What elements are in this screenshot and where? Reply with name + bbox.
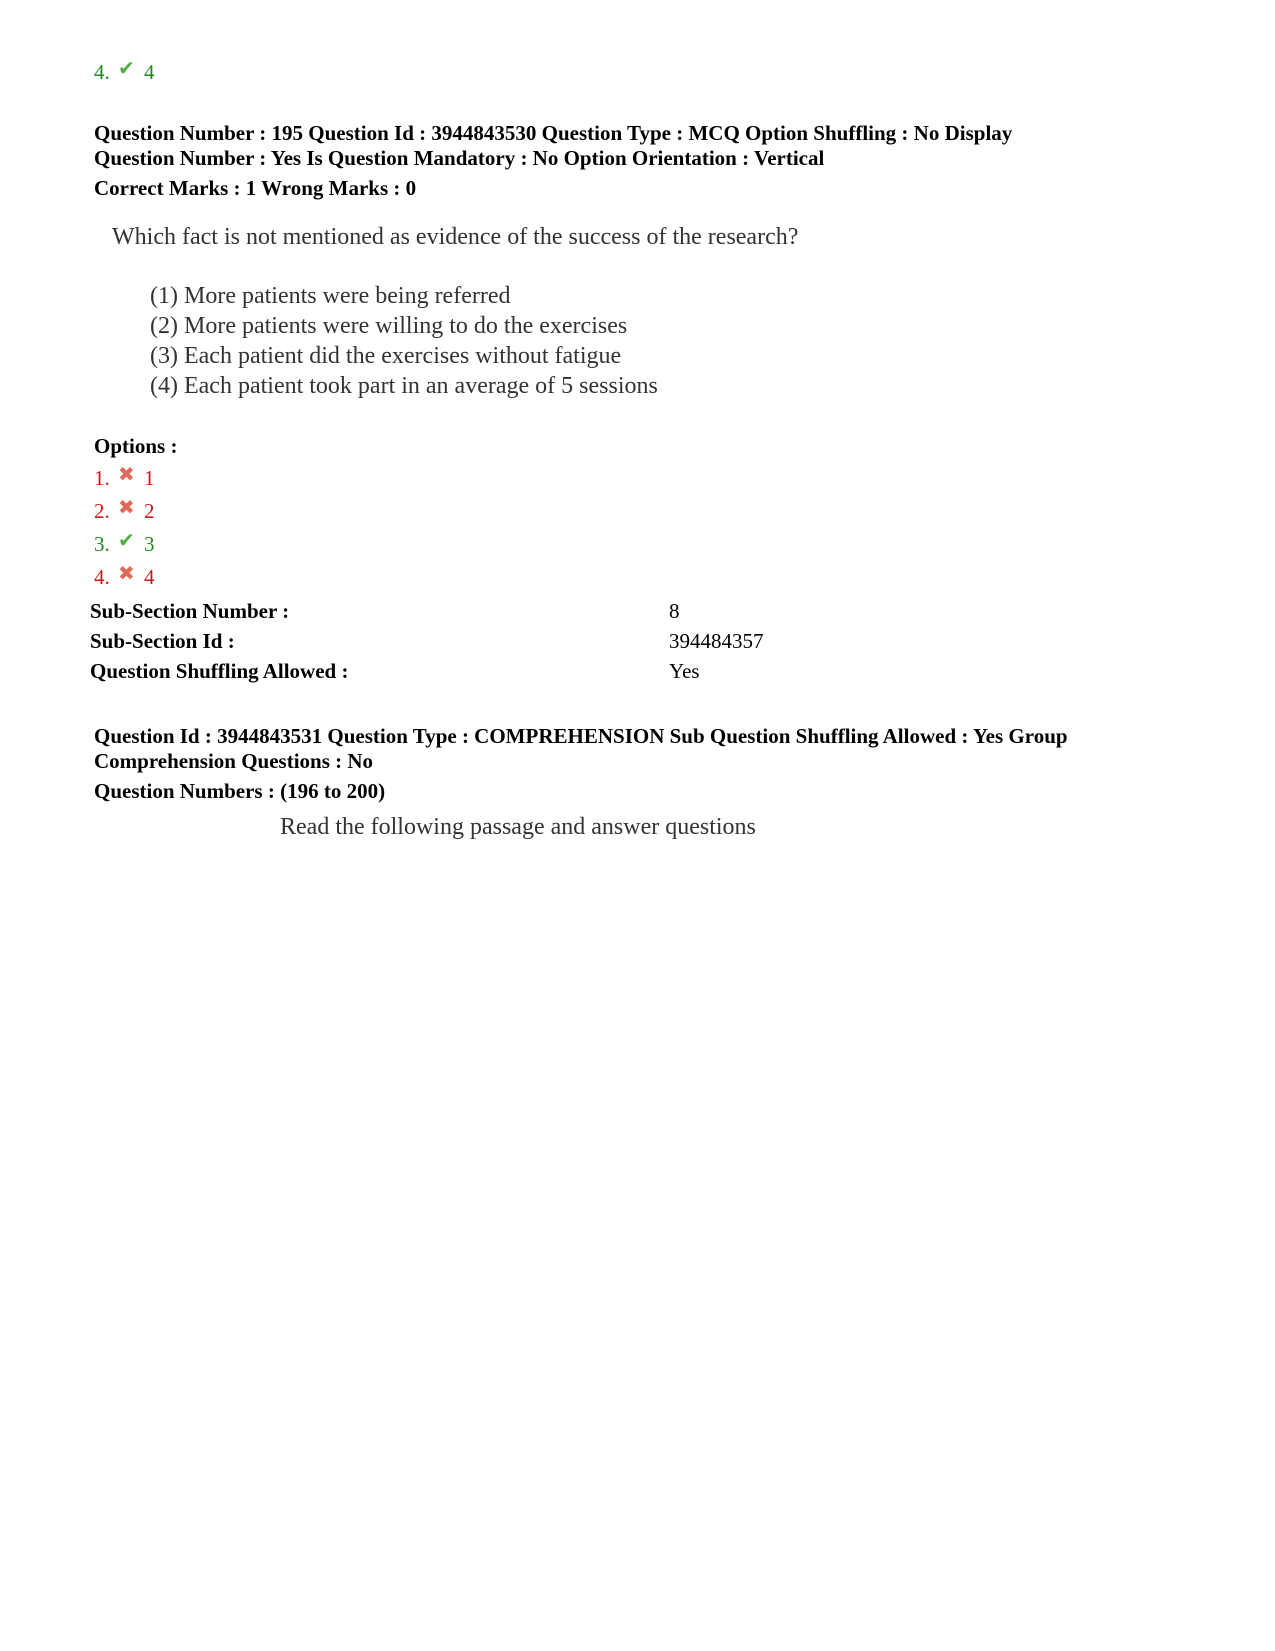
question-marks: Correct Marks : 1 Wrong Marks : 0 (94, 176, 417, 200)
choice-1: (1) More patients were being referred (150, 283, 511, 309)
option-value: 2 (144, 499, 155, 523)
question-meta-line2: Question Number : Yes Is Question Mandatory : No Option Orientation : Vertical (94, 146, 825, 170)
cross-icon: ✖ (118, 464, 135, 486)
subsection-id-value: 394484357 (669, 629, 764, 653)
question-numbers: Question Numbers : (196 to 200) (94, 779, 386, 803)
choice-2: (2) More patients were willing to do the exercises (150, 313, 628, 339)
option-number: 2. (94, 499, 110, 523)
comprehension-meta-line1: Question Id : 3944843531 Question Type : COMPREHENSION Sub Question Shuffling Allowed : Yes Group (94, 724, 1068, 748)
shuffle-value: Yes (669, 659, 700, 683)
choice-3: (3) Each patient did the exercises without fatigue (150, 343, 622, 369)
subsection-number-label: Sub-Section Number : (90, 599, 290, 623)
cross-icon: ✖ (118, 497, 135, 519)
option-number: 4. (94, 60, 110, 84)
choice-4: (4) Each patient took part in an average of 5 sessions (150, 373, 658, 399)
comprehension-meta-line2: Comprehension Questions : No (94, 749, 374, 773)
option-number: 3. (94, 532, 110, 556)
check-icon: ✔ (118, 530, 135, 552)
option-4 (94, 565, 155, 590)
prev-option-4 (94, 60, 155, 85)
shuffle-label: Question Shuffling Allowed : (90, 659, 349, 683)
options-label: Options : (94, 434, 178, 458)
option-1 (94, 466, 155, 491)
option-3 (94, 532, 155, 557)
passage-instruction: Read the following passage and answer questions (280, 814, 756, 840)
check-icon: ✔ (118, 58, 135, 80)
option-value: 4 (144, 565, 155, 589)
option-value: 4 (144, 60, 155, 84)
option-value: 1 (144, 466, 155, 490)
option-value: 3 (144, 532, 155, 556)
subsection-number-value: 8 (669, 599, 680, 623)
cross-icon: ✖ (118, 563, 135, 585)
question-text: Which fact is not mentioned as evidence of the success of the research? (112, 224, 799, 250)
question-meta-line1: Question Number : 195 Question Id : 3944843530 Question Type : MCQ Option Shuffling : No Display (94, 121, 1013, 145)
option-2 (94, 499, 155, 524)
option-number: 1. (94, 466, 110, 490)
subsection-id-label: Sub-Section Id : (90, 629, 235, 653)
option-number: 4. (94, 565, 110, 589)
